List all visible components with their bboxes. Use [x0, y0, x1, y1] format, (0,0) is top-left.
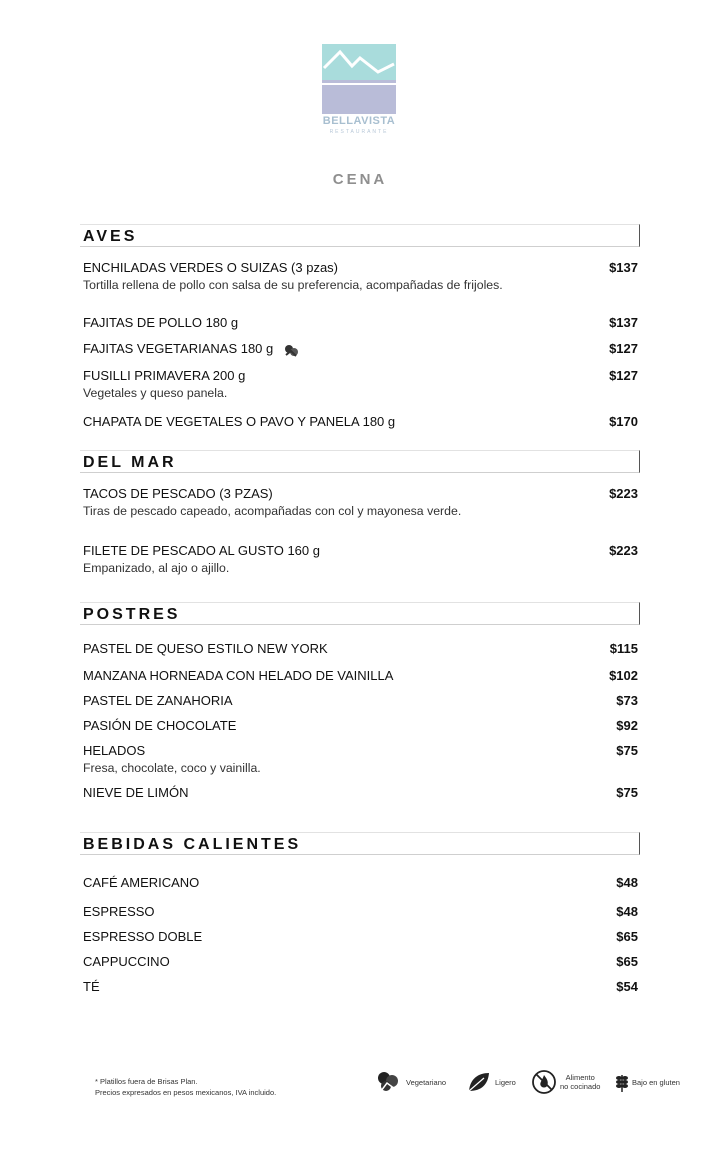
- menu-item-name: ENCHILADAS VERDES O SUIZAS (3 pzas): [83, 260, 339, 275]
- section-title: POSTRES: [83, 606, 181, 623]
- menu-item-price: $54: [616, 979, 638, 994]
- legend-label: Ligero: [495, 1077, 516, 1087]
- menu-item-price: $75: [616, 785, 638, 800]
- section-header-aves: [80, 224, 640, 247]
- menu-item-price: $92: [616, 718, 638, 733]
- menu-item-name: HELADOS: [83, 743, 146, 758]
- menu-item-price: $65: [616, 954, 638, 969]
- menu-item-name: CAPPUCCINO: [83, 954, 170, 969]
- legend-raw-food: [531, 1068, 600, 1096]
- legend-label-line: Alimento: [565, 1073, 595, 1082]
- section-header-postres: [80, 602, 640, 625]
- section-header-del-mar: [80, 450, 640, 473]
- menu-item-price: $170: [609, 414, 638, 429]
- legend-label: Bajo en gluten: [632, 1077, 680, 1087]
- footnote-line: Precios expresados en pesos mexicanos, IVA incluido.: [95, 1088, 277, 1097]
- footnote-line: * Platillos fuera de Brisas Plan.: [95, 1077, 198, 1086]
- section-title: DEL MAR: [83, 454, 177, 471]
- logo-mark-icon: [322, 44, 396, 114]
- menu-item-price: $102: [609, 668, 638, 683]
- menu-item-name: CHAPATA DE VEGETALES O PAVO Y PANELA 180 g: [83, 414, 396, 429]
- menu-title: CENA: [332, 171, 388, 188]
- menu-item-price: $115: [609, 641, 638, 656]
- menu-item-description: Tortilla rellena de pollo con salsa de su preferencia, acompañadas de frijoles.: [83, 278, 503, 292]
- legend-low-gluten: [615, 1068, 680, 1096]
- menu-item-name: PASIÓN DE CHOCOLATE: [83, 718, 237, 733]
- menu-item-name: TÉ: [83, 979, 100, 994]
- menu-item-price: $137: [609, 260, 638, 275]
- wheat-icon: [615, 1071, 629, 1093]
- leaf-icon: [466, 1070, 492, 1094]
- menu-item-name: PASTEL DE ZANAHORIA: [83, 693, 233, 708]
- logo-wordmark: BELLAVISTA: [322, 115, 396, 127]
- menu-item-name: ESPRESSO: [83, 904, 155, 919]
- menu-item-price: $65: [616, 929, 638, 944]
- menu-item-price: $127: [609, 341, 638, 356]
- logo-subtitle: RESTAURANTE: [329, 129, 389, 135]
- menu-item-name: TACOS DE PESCADO (3 PZAS): [83, 486, 273, 501]
- menu-item-price: $223: [609, 486, 638, 501]
- menu-item-name: FUSILLI PRIMAVERA 200 g: [83, 368, 246, 383]
- menu-item-name: MANZANA HORNEADA CON HELADO DE VAINILLA: [83, 668, 394, 683]
- menu-item-price: $48: [616, 904, 638, 919]
- menu-item-name: NIEVE DE LIMÓN: [83, 785, 189, 800]
- menu-item-description: Tiras de pescado capeado, acompañadas con col y mayonesa verde.: [83, 504, 462, 518]
- legend-label: Vegetariano: [406, 1077, 447, 1087]
- menu-item-name: FAJITAS VEGETARIANAS 180 g: [83, 341, 274, 356]
- footnote: [95, 1076, 276, 1098]
- menu-item-price: $75: [616, 743, 638, 758]
- menu-item-name: FAJITAS DE POLLO 180 g: [83, 315, 239, 330]
- restaurant-logo: [322, 44, 396, 142]
- menu-item-name: FILETE DE PESCADO AL GUSTO 160 g: [83, 543, 320, 558]
- section-title: BEBIDAS CALIENTES: [83, 836, 302, 853]
- menu-item-price: $73: [616, 693, 638, 708]
- menu-item-name: ESPRESSO DOBLE: [83, 929, 203, 944]
- menu-item-description: Empanizado, al ajo o ajillo.: [83, 561, 230, 575]
- menu-item-price: $137: [609, 315, 638, 330]
- vegetarian-icon: [283, 343, 301, 359]
- section-header-bebidas-calientes: [80, 832, 640, 855]
- menu-item-description: Fresa, chocolate, coco y vainilla.: [83, 761, 261, 775]
- legend-light: [466, 1068, 516, 1096]
- menu-item-price: $127: [609, 368, 638, 383]
- menu-item-name: CAFÉ AMERICANO: [83, 875, 200, 890]
- menu-item-price: $48: [616, 875, 638, 890]
- legend-vegetarian: [375, 1068, 446, 1096]
- section-title: AVES: [83, 228, 138, 245]
- menu-item-description: Vegetales y queso panela.: [83, 386, 228, 400]
- menu-item-price: $223: [609, 543, 638, 558]
- no-fire-icon: [531, 1069, 557, 1095]
- legend-label-line: no cocinado: [560, 1082, 601, 1091]
- menu-item-name: PASTEL DE QUESO ESTILO NEW YORK: [83, 641, 328, 656]
- legend-label: [560, 1073, 600, 1091]
- vegetarian-icon: [375, 1069, 403, 1095]
